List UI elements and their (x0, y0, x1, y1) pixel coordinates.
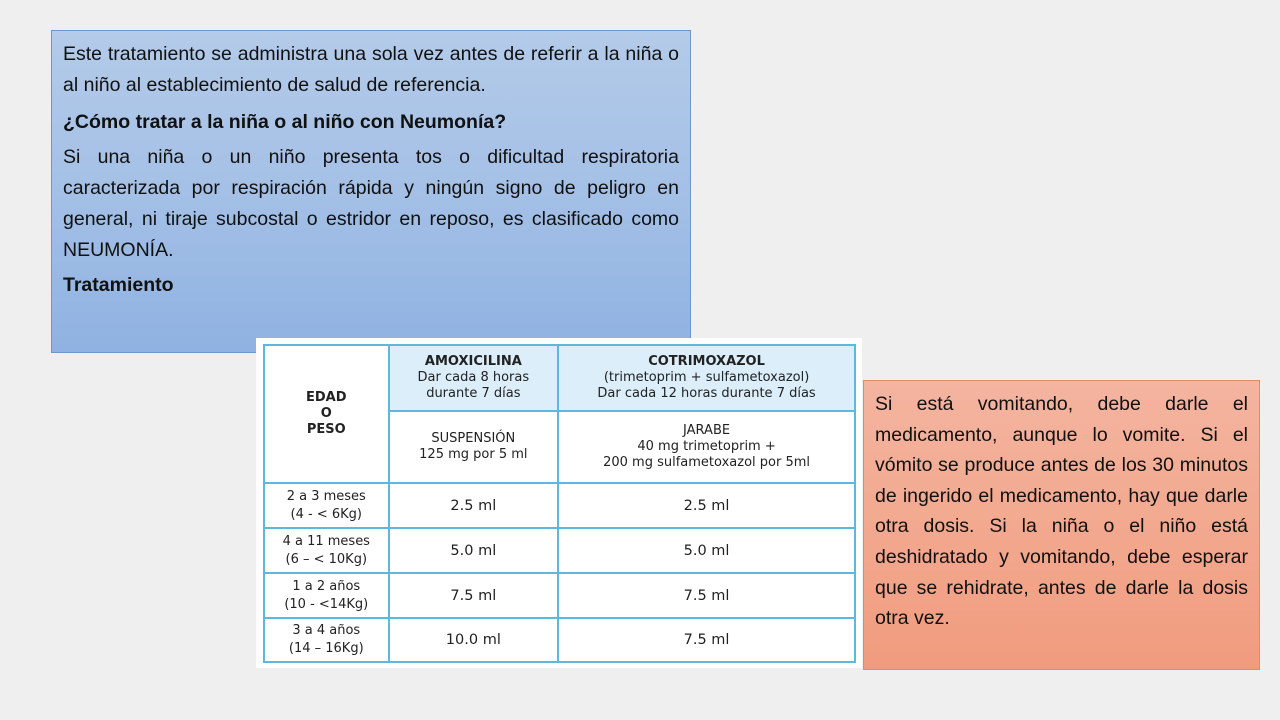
age-header-line-2: O (320, 406, 332, 421)
amoxicilina-frequency: Dar cada 8 horas (417, 370, 530, 385)
amoxicilina-header (389, 345, 559, 411)
cotrimoxazol-frequency: Dar cada 12 horas durante 7 días (597, 386, 816, 401)
age-weight-header (264, 345, 389, 483)
table-row (264, 618, 855, 662)
age-range: 2 a 3 meses (286, 488, 366, 504)
age-range: 4 a 11 meses (282, 533, 370, 549)
cotrimoxazol-dose: 7.5 ml (558, 618, 855, 662)
amoxicilina-dose: 2.5 ml (389, 483, 559, 528)
age-cell (264, 573, 389, 618)
treatment-heading: Tratamiento (63, 274, 174, 296)
amoxicilina-dose: 5.0 ml (389, 528, 559, 573)
pneumonia-info-box (51, 30, 691, 353)
cotrimoxazol-concentration-1: 40 mg trimetoprim + (637, 439, 776, 454)
weight-range: (14 – 16Kg) (288, 641, 364, 656)
cotrimoxazol-name: COTRIMOXAZOL (648, 354, 765, 369)
cotrimoxazol-header (558, 345, 855, 411)
amoxicilina-name: AMOXICILINA (424, 354, 522, 369)
age-cell (264, 483, 389, 528)
weight-range: (10 - <14Kg) (284, 596, 369, 612)
amoxicilina-duration: durante 7 días (426, 386, 521, 401)
cotrimoxazol-dose: 7.5 ml (558, 573, 855, 618)
age-range: 1 a 2 años (292, 578, 361, 594)
age-cell (264, 618, 389, 662)
pneumonia-definition-paragraph: Si una niña o un niño presenta tos o dificultad respiratoria caracterizada por respiración rápida y ningún signo de peligro en general, ni tiraje subcostal o estridor en reposo, es clasificado como NEUMONÍA. (63, 146, 679, 261)
intro-paragraph: Este tratamiento se administra una sola vez antes de referir a la niña o al niño al establecimiento de salud de referencia. (63, 43, 679, 96)
amoxicilina-form-cell (389, 411, 559, 483)
cotrimoxazol-dose: 2.5 ml (558, 483, 855, 528)
age-cell (264, 528, 389, 573)
table-row (264, 573, 855, 618)
amoxicilina-form: SUSPENSIÓN (431, 431, 516, 446)
cotrimoxazol-components: (trimetoprim + sulfametoxazol) (603, 370, 810, 385)
amoxicilina-dose: 10.0 ml (389, 618, 559, 662)
cotrimoxazol-form-cell (558, 411, 855, 483)
vomiting-instructions-text: Si está vomitando, debe darle el medicamento, aunque lo vomite. Si el vómito se produce antes de los 30 minutos de ingerido el medicamento, hay que darle otra dosis. Si la niña o el niño está deshidratado y vomitando, debe esperar que se rehidrate, antes de darle la dosis otra vez. (875, 393, 1248, 630)
age-header-line-1: EDAD (306, 390, 347, 405)
age-header-line-3: PESO (306, 422, 346, 437)
amoxicilina-concentration: 125 mg por 5 ml (419, 447, 528, 462)
table-row (264, 483, 855, 528)
table-row (264, 528, 855, 573)
weight-range: (6 – < 10Kg) (285, 551, 368, 567)
amoxicilina-dose: 7.5 ml (389, 573, 559, 618)
cotrimoxazol-dose: 5.0 ml (558, 528, 855, 573)
vomiting-instructions-box (863, 380, 1260, 670)
weight-range: (4 - < 6Kg) (290, 506, 362, 522)
cotrimoxazol-form: JARABE (683, 423, 731, 438)
dose-table-image (256, 338, 862, 668)
treatment-question: ¿Cómo tratar a la niña o al niño con Neumonía? (63, 111, 507, 133)
dose-table (263, 344, 856, 663)
age-range: 3 a 4 años (292, 623, 361, 638)
cotrimoxazol-concentration-2: 200 mg sulfametoxazol por 5ml (603, 455, 810, 470)
